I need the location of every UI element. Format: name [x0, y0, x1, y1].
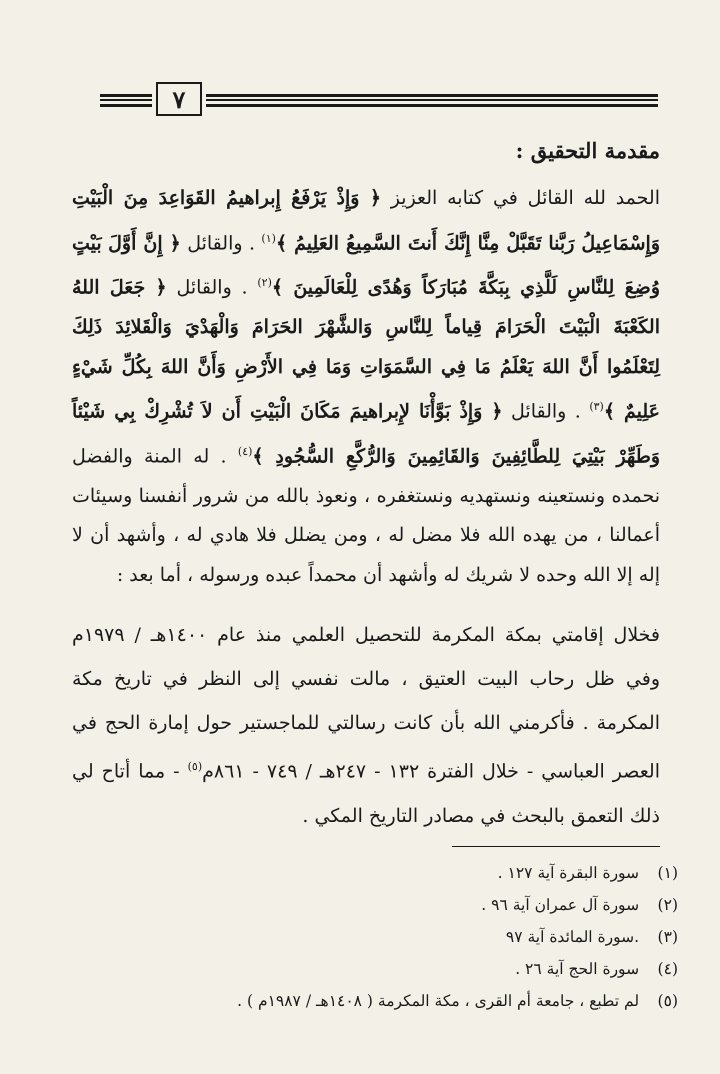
- quran-verse: بَيْتٍ وُضِعَ لِلنَّاسِ لَلَّذِي بِبَكَّةَ مُبَارَكاً وَهُدًى لِلْعَالَمِينَ ﴾: [72, 231, 660, 299]
- page-number: ٧: [156, 82, 202, 116]
- text-run: الحمد لله القائل في كتابه العزيز: [380, 187, 660, 209]
- footnote-text: سورة البقرة آية ١٢٧ .: [497, 864, 640, 882]
- text-run: وحده لا شريك له وأشهد أن محمداً عبده ورسوله ، أما بعد :: [116, 563, 577, 586]
- quran-verse: عَلِيمٌ ﴾: [603, 400, 661, 423]
- text-run: . والقائل: [502, 400, 590, 423]
- text-run: المكرمة . فأكرمني الله بأن كانت رسالتي للماجستير حول إمارة الحج في: [72, 712, 660, 735]
- section-heading: مقدمة التحقيق :: [515, 138, 660, 163]
- text-run: . له المنة والفضل نحمده: [72, 445, 660, 507]
- footnote-number: (٥): [657, 992, 678, 1010]
- text-run: فخلال إقامتي بمكة المكرمة للتحصيل العلمي منذ عام ١٤٠٠هـ /: [134, 624, 661, 647]
- text-run: - مما أتاح لي: [72, 760, 188, 783]
- footnote-text: .سورة المائدة آية ٩٧: [505, 928, 640, 946]
- text-run: . والقائل: [166, 276, 258, 299]
- header-rule-right: [206, 94, 658, 107]
- footnote-text: سورة آل عمران آية ٩٦ .: [481, 896, 640, 914]
- quran-verse: لِتَعْلَمُوا أَنَّ اللهَ يَعْلَمُ مَا فِي السَّمَوَاتِ وَمَا فِي الأَرْضِ وَأَنَّ اللهَ بِكُلِّ شَيْءٍ: [72, 355, 660, 378]
- quran-verse: ﴿ وَإِذْ يَرْفَعُ إِبراهيمُ القَوَاعِدَ مِنَ الْبَيْتِ: [72, 187, 381, 209]
- header-rule-left: [100, 94, 152, 107]
- quran-verse: الكَعْبَةَ الْبَيْتَ الْحَرَامَ قِياماً لِلنَّاسِ وَالشَّهْرَ الحَرَامَ وَالْهَدْيَ وَالْقَلائِدَ ذَلِكَ: [72, 316, 660, 339]
- quran-verse: ﴿ إِنَّ أَوَّلَ: [108, 231, 181, 254]
- text-run: ١٩٧٩م وفي ظل رحاب البيت العتيق ، مالت نفسي إلى النظر في تاريخ مكة: [72, 624, 660, 691]
- footnote-ref[interactable]: (٣): [589, 400, 604, 414]
- main-text: [72, 138, 660, 838]
- footnote-item: [120, 892, 678, 924]
- quran-verse: وَإِسْمَاعِيلُ رَبَّنا تَقَبَّلْ مِنَّا إِنَّكَ أَنتَ السَّمِيعُ العَلِيمُ ﴾: [275, 231, 660, 254]
- quran-verse: وَطَهِّرْ بَيْتِيَ لِلطَّائِفِينَ وَالقَائِمِينَ وَالرُّكَّعِ السُّجُودِ ﴾: [252, 445, 660, 468]
- footnote-ref[interactable]: (٥): [187, 760, 203, 774]
- footnote-text: لم تطبع ، جامعة أم القرى ، مكة المكرمة ( ١٤٠٨هـ / ١٩٨٧م ) .: [237, 992, 640, 1010]
- footnote-number: (١): [657, 864, 678, 882]
- footnote-divider: [452, 846, 660, 848]
- footnote-ref[interactable]: (١): [261, 231, 276, 245]
- text-run: العصر العباسي - خلال الفترة ١٣٢ - ٢٤٧هـ / ٧٤٩ - ٨٦١م: [202, 760, 660, 783]
- body-paragraph: [72, 613, 660, 837]
- footnote-item: [120, 924, 678, 956]
- footnote-item: [120, 988, 678, 1020]
- footnote-text: سورة الحج آية ٢٦ .: [515, 960, 640, 978]
- quran-verse: ﴿ وَإِذْ بَوَّأْنَا لإِبراهيمَ مَكَانَ الْبَيْتِ أَن لاَ تُشْرِكْ بِي شَيْئاً: [72, 400, 503, 423]
- footnote-item: [120, 956, 678, 988]
- footnote-item: [120, 860, 678, 892]
- footnote-ref[interactable]: (٤): [237, 444, 253, 458]
- footnote-number: (٣): [657, 928, 678, 946]
- text-run: ذلك التعمق بالبحث في مصادر التاريخ المكي .: [302, 804, 660, 827]
- text-run: من يهده الله فلا مضل له ، ومن يضلل فلا هادي له ، وأشهد أن لا إله إلا الله: [72, 524, 660, 586]
- text-run: . والقائل: [180, 231, 262, 254]
- footnotes: [120, 860, 678, 1020]
- footnote-number: (٢): [657, 896, 678, 914]
- text-run: ونستعينه ونستهديه ونستغفره ، ونعوذ بالله من شرور أنفسنا وسيئات أعمالنا ،: [72, 484, 661, 547]
- quran-verse: ﴿ جَعَلَ اللهُ: [72, 276, 167, 299]
- footnote-number: (٤): [657, 960, 678, 978]
- page-header: [100, 84, 658, 114]
- footnote-ref[interactable]: (٢): [257, 276, 272, 290]
- introduction-paragraph: [72, 179, 660, 595]
